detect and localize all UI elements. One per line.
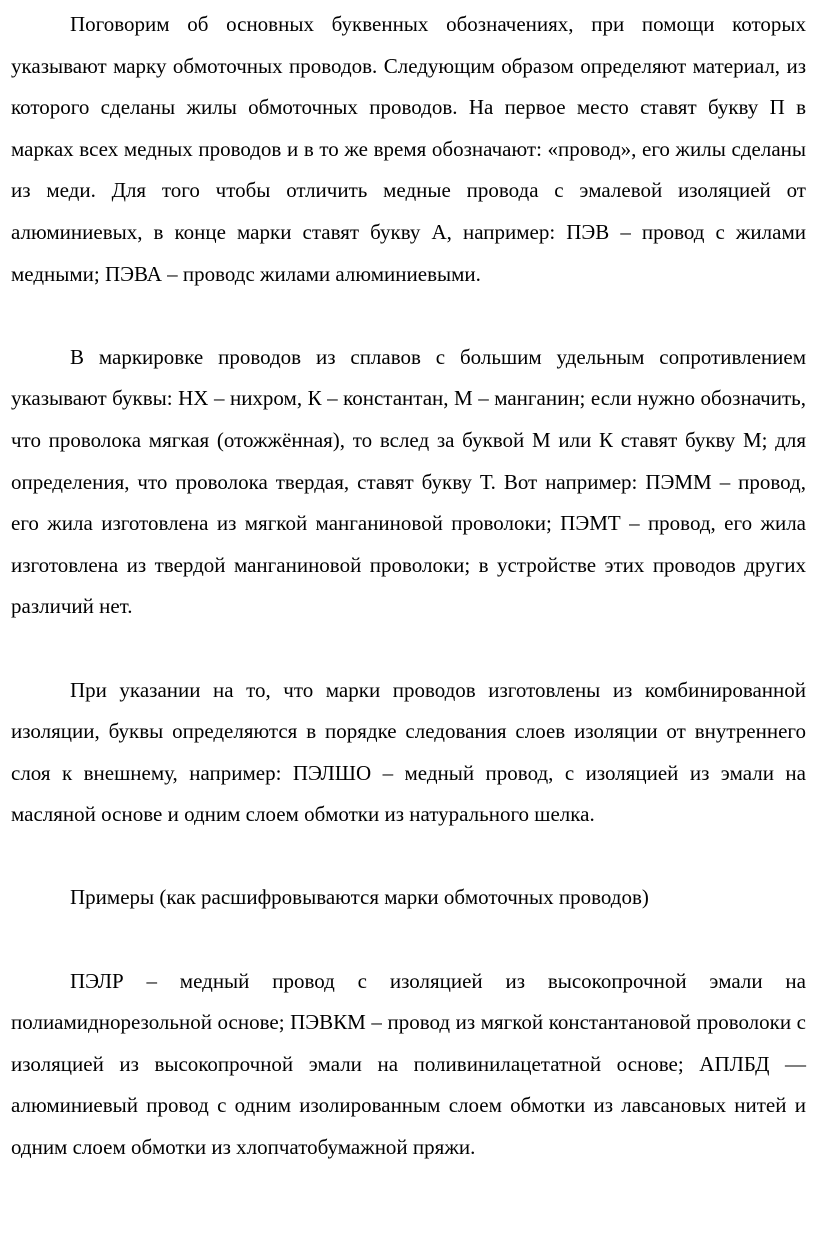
paragraph-wire-letter-designations: Поговорим об основных буквенных обозначениях, при помощи которых указывают марку обмоточных проводов. Следующим образом определяют материал, из которого сделаны жилы обмоточных проводов. На первое место ставят букву П в марках всех медных проводов и в то же время обозначают: «провод», его жилы сделаны из меди. Для того чтобы отличить медные провода с эмалевой изоляцией от алюминиевых, в конце марки ставят букву А, например: ПЭВ – провод с жилами медными; ПЭВА – проводс жилами алюминиевыми. <box>11 12 806 286</box>
paragraph-alloy-wire-marking: В маркировке проводов из сплавов с большим удельным сопротивлением указывают буквы: НХ – нихром, К – константан, М – манганин; если нужно обозначить, что проволока мягкая (отожжённая), то вслед за буквой М или К ставят букву М; для определения, что проволока твердая, ставят букву Т. Вот например: ПЭММ – провод, его жила изготовлена из мягкой манганиновой проволоки; ПЭМТ – провод, его жила изготовлена из твердой манганиновой проволоки; в устройстве этих проводов других различий нет. <box>11 344 806 619</box>
paragraph-combined-insulation: При указании на то, что марки проводов изготовлены из комбинированной изоляции, буквы определяются в порядке следования слоев изоляции от внутреннего слоя к внешнему, например: ПЭЛШО – медный провод, с изоляцией из эмали на масляной основе и одним слоем обмотки из натурального шелка. <box>11 677 806 827</box>
paragraph-examples-heading: Примеры (как расшифровываются марки обмоточных проводов) <box>70 885 649 910</box>
paragraph-examples: ПЭЛР – медный провод с изоляцией из высокопрочной эмали на полиамиднорезольной основе; ПЭВКМ – провод из мягкой константановой проволоки с изоляцией из высокопрочной эмали на поливинилацетатной основе; АПЛБД — алюминиевый провод с одним изолированным слоем обмотки из лавсановых нитей и одним слоем обмотки из хлопчатобумажной пряжи. <box>11 968 806 1160</box>
